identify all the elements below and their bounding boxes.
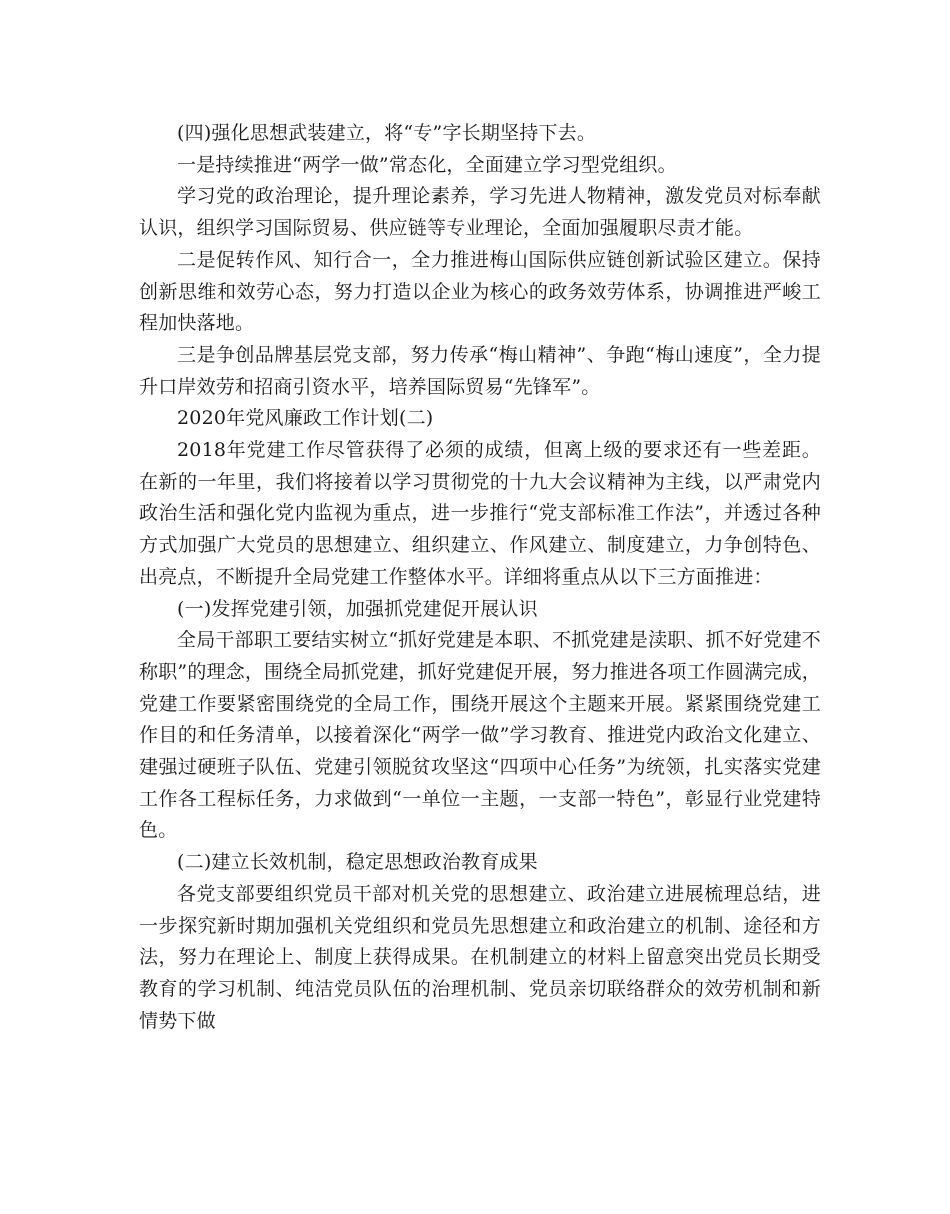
paragraph: 学习党的政治理论，提升理论素养，学习先进人物精神，激发党员对标奉献认识，组织学习国际贸易、供应链等专业理论，全面加强履职尽责才能。 — [139, 185, 821, 240]
paragraph: 各党支部要组织党员干部对机关党的思想建立、政治建立进展梳理总结，进一步探究新时期加强机关党组织和党员先思想建立和政治建立的机制、途径和方法，努力在理论上、制度上获得成果。在机制建立的材料上留意突出党员长期受教育的学习机制、纯洁党员队伍的治理机制、党员亲切联络群众的效劳机制和新情势下做 — [139, 882, 821, 1032]
paragraph-point-1: 一是持续推进“两学一做”常态化，全面建立学习型党组织。 — [177, 153, 677, 176]
section-heading-4: (四)强化思想武装建立，将“专”字长期坚持下去。 — [177, 122, 597, 144]
section-heading-2: (二)建立长效机制，稳定思想政治教育成果 — [177, 851, 538, 874]
paragraph-point-3: 三是争创品牌基层党支部，努力传承“梅山精神”、争跑“梅山速度”，全力提升口岸效劳和招商引资水平，培养国际贸易“先锋军”。 — [139, 343, 821, 398]
paragraph-point-2: 二是促转作风、知行合一，全力推进梅山国际供应链创新试验区建立。保持创新思维和效劳心态，努力打造以企业为核心的政务效劳体系，协调推进严峻工程加快落地。 — [139, 248, 821, 335]
section-heading-1: (一)发挥党建引领，加强抓党建促开展认识 — [177, 597, 538, 620]
paragraph: 全局干部职工要结实树立“抓好党建是本职、不抓党建是渎职、抓不好党建不称职”的理念，围绕全局抓党建，抓好党建促开展，努力推进各项工作圆满完成，党建工作要紧密围绕党的全局工作，围绕开展这个主题来开展。紧紧围绕党建工作目的和任务清单，以接着深化“两学一做”学习教育、推进党内政治文化建立、建强过硬班子队伍、党建引领脱贫攻坚这“四项中心任务”为统领，扎实落实党建工作各工程标任务，力求做到“一单位一主题，一支部一特色”，彰显行业党建特色。 — [139, 629, 821, 842]
document-body — [139, 118, 821, 1037]
paragraph: 2018年党建工作尽管获得了必须的成绩，但离上级的要求还有一些差距。在新的一年里，我们将接着以学习贯彻党的十九大会议精神为主线，以严肃党内政治生活和强化党内监视为重点，进一步推行“党支部标准工作法”，并透过各种方式加强广大党员的思想建立、组织建立、作风建立、制度建立，力争创特色、出亮点，不断提升全局党建工作整体水平。详细将重点从以下三方面推进： — [139, 439, 821, 588]
document-title: 2020年党风廉政工作计划(二) — [177, 407, 434, 430]
